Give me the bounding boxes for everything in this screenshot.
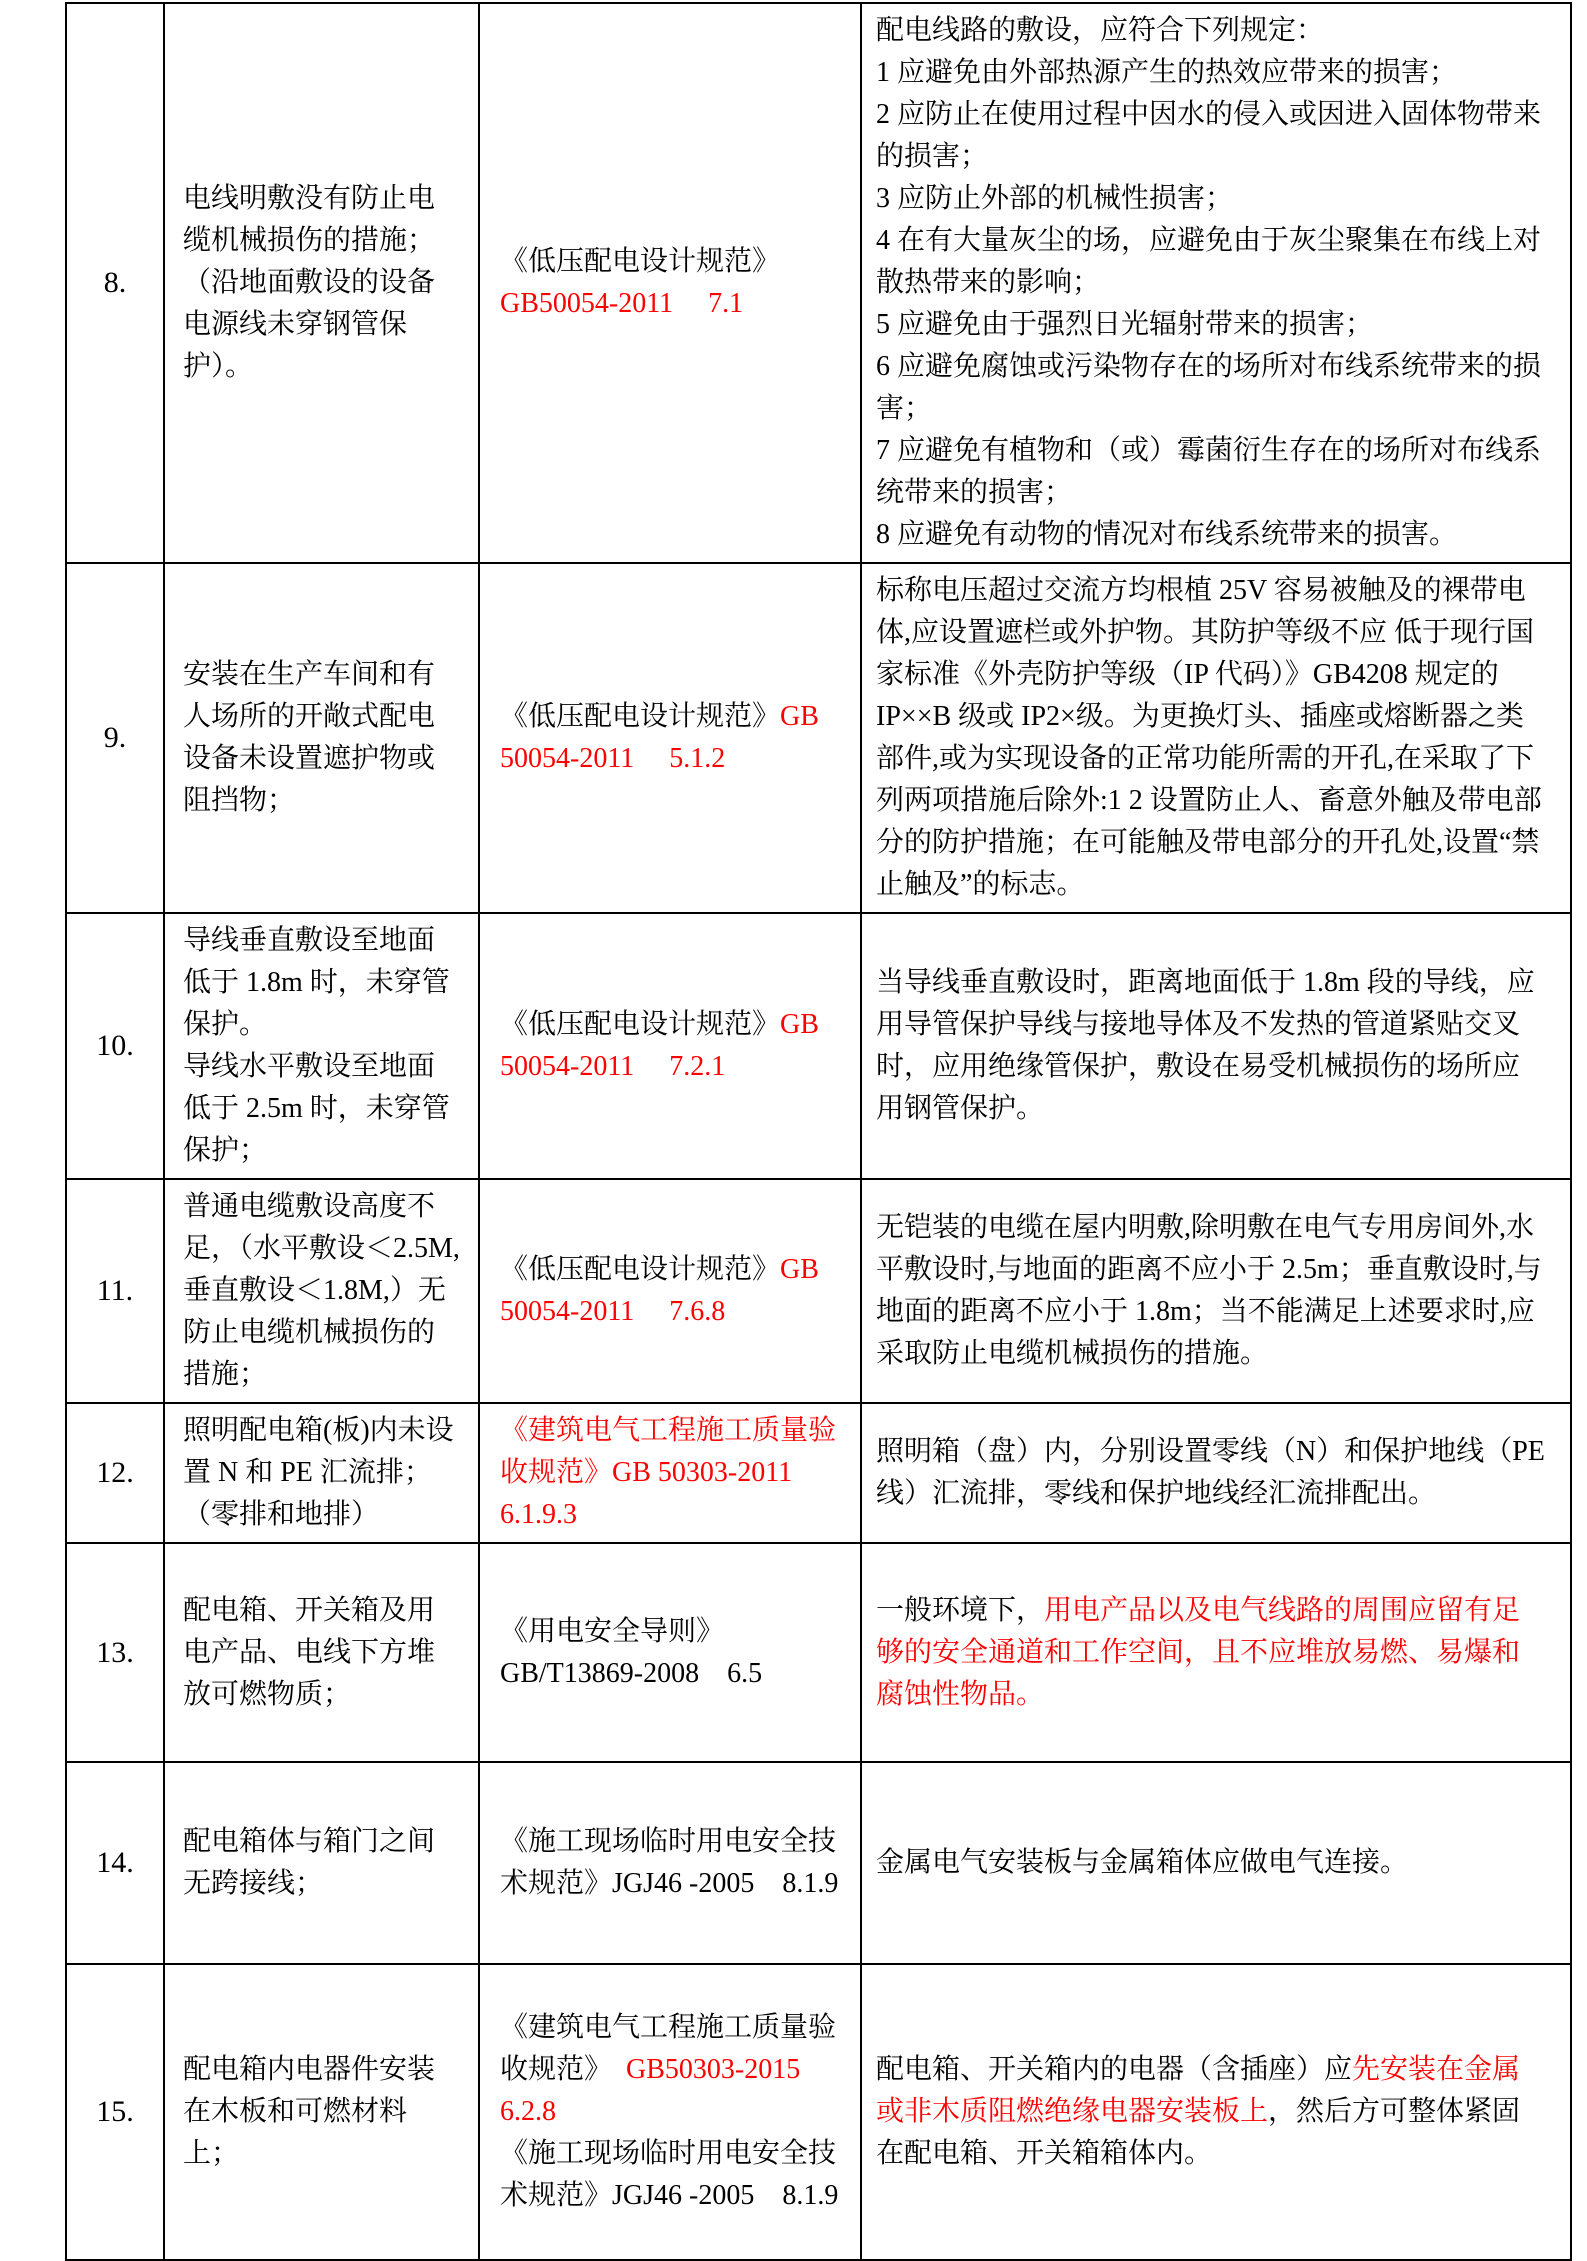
reference-cell xyxy=(479,563,861,913)
text-segment: GB xyxy=(780,1254,819,1285)
text-segment: 配电箱体与箱门之间无跨接线； xyxy=(183,1826,436,1899)
reference-line xyxy=(500,2007,852,2049)
row-number-cell xyxy=(66,1179,164,1403)
problem-paragraph xyxy=(183,1821,460,1905)
text-segment: 《低压配电设计规范》 xyxy=(500,701,781,732)
reference-line xyxy=(500,2049,852,2091)
regulation-paragraph xyxy=(876,220,1546,304)
text-segment: 《低压配电设计规范》 xyxy=(500,1254,781,1285)
regulation-paragraph xyxy=(876,570,1546,906)
text-segment: 照明配电箱(板)内未设置 N 和 PE 汇流排；（零排和地排） xyxy=(183,1415,454,1530)
regulation-cell xyxy=(861,913,1571,1179)
row-number: 15. xyxy=(96,2095,134,2128)
problem-paragraph xyxy=(183,1186,460,1396)
text-segment: 2 应防止在使用过程中因水的侵入或因进入固体物带来的损害； xyxy=(876,99,1542,172)
reference-line xyxy=(500,1653,852,1695)
regulation-cell xyxy=(861,1403,1571,1543)
text-segment: 《低压配电设计规范》 xyxy=(500,246,781,277)
problem-paragraph xyxy=(183,1590,460,1716)
text-segment: GB/T13869-2008 6.5 xyxy=(500,1657,763,1689)
reference-line xyxy=(500,1452,852,1494)
table-row xyxy=(66,1403,1571,1543)
text-segment: 普通电缆敷设高度不足，（水平敷设＜2.5M, 垂直敷设＜1.8M,）无防止电缆机械损伤的措施； xyxy=(183,1191,460,1390)
table-row xyxy=(66,1762,1571,1964)
reference-line xyxy=(500,283,852,325)
text-segment: GB xyxy=(780,1009,819,1040)
problem-paragraph xyxy=(183,178,460,388)
table-row xyxy=(66,3,1571,563)
text-segment: 7 应避免有植物和（或）霉菌衍生存在的场所对布线系统带来的损害； xyxy=(876,435,1542,508)
problem-cell xyxy=(164,1403,479,1543)
text-segment: 配电箱、开关箱及用电产品、电线下方堆放可燃物质； xyxy=(183,1594,436,1710)
text-segment: 1 应避免由外部热源产生的热效应带来的损害； xyxy=(876,57,1458,88)
reference-cell xyxy=(479,1403,861,1543)
reference-line xyxy=(500,1291,852,1333)
reference-line xyxy=(500,2175,852,2217)
text-segment: 50054-2011 7.6.8 xyxy=(500,1296,726,1327)
reference-cell xyxy=(479,1762,861,1964)
regulation-cell xyxy=(861,1179,1571,1403)
regulation-paragraph xyxy=(876,1590,1546,1716)
text-segment: 配电箱内电器件安装在木板和可燃材料上； xyxy=(183,2054,436,2169)
text-segment: 50054-2011 7.2.1 xyxy=(500,1051,726,1082)
row-number-cell xyxy=(66,1403,164,1543)
row-number: 13. xyxy=(96,1635,134,1669)
row-number: 9. xyxy=(103,721,127,754)
text-segment: 用电产品以及电气线路的周围应留有足够的安全通道和工作空间，且不应堆放易燃、易爆和腐蚀性物品。 xyxy=(876,1594,1521,1710)
reference-cell xyxy=(479,1964,861,2260)
row-number: 10. xyxy=(96,1029,134,1062)
problem-cell xyxy=(164,913,479,1179)
text-segment: 收规范》 xyxy=(500,2054,599,2085)
text-segment: 《施工现场临时用电安全技 xyxy=(500,1826,837,1857)
text-segment: 收规范》GB 50303-2011 xyxy=(500,1457,793,1488)
regulation-paragraph xyxy=(876,430,1546,514)
reference-cell xyxy=(479,913,861,1179)
problem-paragraph xyxy=(183,2049,460,2175)
row-number-cell xyxy=(66,1762,164,1964)
regulation-paragraph xyxy=(876,94,1546,178)
text-segment: 6 应避免腐蚀或污染物存在的场所对布线系统带来的损害； xyxy=(876,351,1542,424)
reference-line xyxy=(500,1494,852,1536)
text-segment: 一般环境下， xyxy=(876,1594,1045,1626)
row-number: 11. xyxy=(96,1274,134,1307)
regulation-paragraph xyxy=(876,178,1546,220)
table-body xyxy=(66,3,1571,2260)
reference-line xyxy=(500,1821,852,1863)
regulation-cell xyxy=(861,3,1571,563)
row-number-cell xyxy=(66,1964,164,2260)
table-row xyxy=(66,563,1571,913)
table-row xyxy=(66,913,1571,1179)
row-number-cell xyxy=(66,563,164,913)
text-segment: 导线水平敷设至地面低于 2.5m 时，未穿管保护； xyxy=(183,1051,450,1166)
inspection-table xyxy=(65,2,1572,2261)
row-number: 12. xyxy=(96,1456,134,1489)
text-segment: 无铠装的电缆在屋内明敷,除明敷在电气专用房间外,水平敷设时,与地面的距离不应小于 2.5m；垂直敷设时,与地面的距离不应小于 1.8m；当不能满足上述要求时,应采取防止电缆机械损伤的措施。 xyxy=(876,1212,1542,1369)
reference-line xyxy=(500,241,852,283)
text-segment: 6.1.9.3 xyxy=(500,1499,577,1530)
text-segment: 《施工现场临时用电安全技 xyxy=(500,2138,837,2169)
regulation-paragraph xyxy=(876,1207,1546,1375)
problem-cell xyxy=(164,1179,479,1403)
text-segment: 《用电安全导则》 xyxy=(500,1615,725,1647)
text-segment: 3 应防止外部的机械性损害； xyxy=(876,183,1234,214)
regulation-paragraph xyxy=(876,1431,1546,1515)
reference-line xyxy=(500,2133,852,2175)
text-segment: 金属电气安装板与金属箱体应做电气连接。 xyxy=(876,1847,1409,1878)
text-segment: 《建筑电气工程施工质量验 xyxy=(500,1415,837,1446)
reference-line xyxy=(500,1410,852,1452)
regulation-paragraph xyxy=(876,52,1546,94)
row-number-cell xyxy=(66,913,164,1179)
text-segment: 配电箱、开关箱内的电器（含插座）应 xyxy=(876,2054,1353,2085)
text-segment: 当导线垂直敷设时，距离地面低于 1.8m 段的导线，应用导管保护导线与接地导体及不发热的管道紧贴交叉时，应用绝缘管保护，敷设在易受机械损伤的场所应用钢管保护。 xyxy=(876,967,1535,1124)
text-segment: 《建筑电气工程施工质量验 xyxy=(500,2012,837,2043)
problem-cell xyxy=(164,1964,479,2260)
text-segment: 配电线路的敷设，应符合下列规定： xyxy=(876,15,1325,46)
text-segment: 4 在有大量灰尘的场，应避免由于灰尘聚集在布线上对散热带来的影响； xyxy=(876,225,1542,298)
regulation-paragraph xyxy=(876,10,1546,52)
table-row xyxy=(66,1543,1571,1762)
problem-paragraph xyxy=(183,1046,460,1172)
reference-cell xyxy=(479,3,861,563)
problem-cell xyxy=(164,563,479,913)
text-segment: 电线明敷没有防止电缆机械损伤的措施；（沿地面敷设的设备电源线未穿钢管保护）。 xyxy=(183,183,436,382)
problem-cell xyxy=(164,1762,479,1964)
text-segment: 标称电压超过交流方均根植 25V 容易被触及的裸带电体,应设置遮栏或外护物。其防护等级不应 低于现行国家标准《外壳防护等级（IP 代码）》GB4208 规定的 IP××B 级或 IP2×级。为更换灯头、插座或熔断器之类部件,或为实现设备的正常功能所需的开孔,在采取了下列两项措施后除外:1 2 设置防止人、畜意外触及带电部分的防护措施；在可能触及带电部分的开孔处,设置“禁止触及”的标志。 xyxy=(876,575,1542,900)
reference-line xyxy=(500,696,852,738)
text-segment: 术规范》JGJ46 -2005 8.1.9 xyxy=(500,1868,839,1899)
regulation-cell xyxy=(861,1543,1571,1762)
text-segment: 先安装在金属或非木质阻燃绝缘电器安装板上 xyxy=(876,2054,1521,2127)
reference-line xyxy=(500,1004,852,1046)
problem-cell xyxy=(164,1543,479,1762)
regulation-cell xyxy=(861,1762,1571,1964)
regulation-paragraph xyxy=(876,304,1546,346)
text-segment: 50054-2011 5.1.2 xyxy=(500,743,726,774)
text-segment: GB50303-2015 xyxy=(598,2054,801,2085)
text-segment: GB xyxy=(780,701,819,732)
problem-paragraph xyxy=(183,920,460,1046)
regulation-paragraph xyxy=(876,346,1546,430)
reference-line xyxy=(500,1046,852,1088)
regulation-paragraph xyxy=(876,514,1546,556)
text-segment: 6.2.8 xyxy=(500,2096,556,2127)
table-row xyxy=(66,1179,1571,1403)
text-segment: ，然后方可整体紧固在配电箱、开关箱箱体内。 xyxy=(876,2096,1521,2169)
reference-line xyxy=(500,738,852,780)
text-segment: 5 应避免由于强烈日光辐射带来的损害； xyxy=(876,309,1374,340)
problem-paragraph xyxy=(183,1410,460,1536)
text-segment: 8 应避免有动物的情况对布线系统带来的损害。 xyxy=(876,519,1458,550)
reference-line xyxy=(500,1611,852,1653)
regulation-paragraph xyxy=(876,962,1546,1130)
reference-line xyxy=(500,2091,852,2133)
text-segment: 《低压配电设计规范》 xyxy=(500,1009,781,1040)
text-segment: 术规范》JGJ46 -2005 8.1.9 xyxy=(500,2180,839,2211)
problem-cell xyxy=(164,3,479,563)
regulation-cell xyxy=(861,1964,1571,2260)
row-number-cell xyxy=(66,3,164,563)
row-number: 14. xyxy=(96,1846,134,1879)
text-segment: 导线垂直敷设至地面低于 1.8m 时，未穿管保护。 xyxy=(183,925,450,1040)
row-number: 8. xyxy=(103,266,127,299)
table-row xyxy=(66,1964,1571,2260)
regulation-paragraph xyxy=(876,1842,1546,1884)
reference-line xyxy=(500,1249,852,1291)
regulation-paragraph xyxy=(876,2049,1546,2175)
regulation-cell xyxy=(861,563,1571,913)
text-segment: 安装在生产车间和有人场所的开敞式配电设备未设置遮护物或阻挡物； xyxy=(183,659,436,816)
reference-line xyxy=(500,1863,852,1905)
reference-cell xyxy=(479,1543,861,1762)
text-segment: GB50054-2011 7.1 xyxy=(500,288,744,319)
problem-paragraph xyxy=(183,654,460,822)
text-segment: 照明箱（盘）内，分别设置零线（N）和保护地线（PE 线）汇流排，零线和保护地线经汇流排配出。 xyxy=(876,1436,1545,1509)
row-number-cell xyxy=(66,1543,164,1762)
reference-cell xyxy=(479,1179,861,1403)
